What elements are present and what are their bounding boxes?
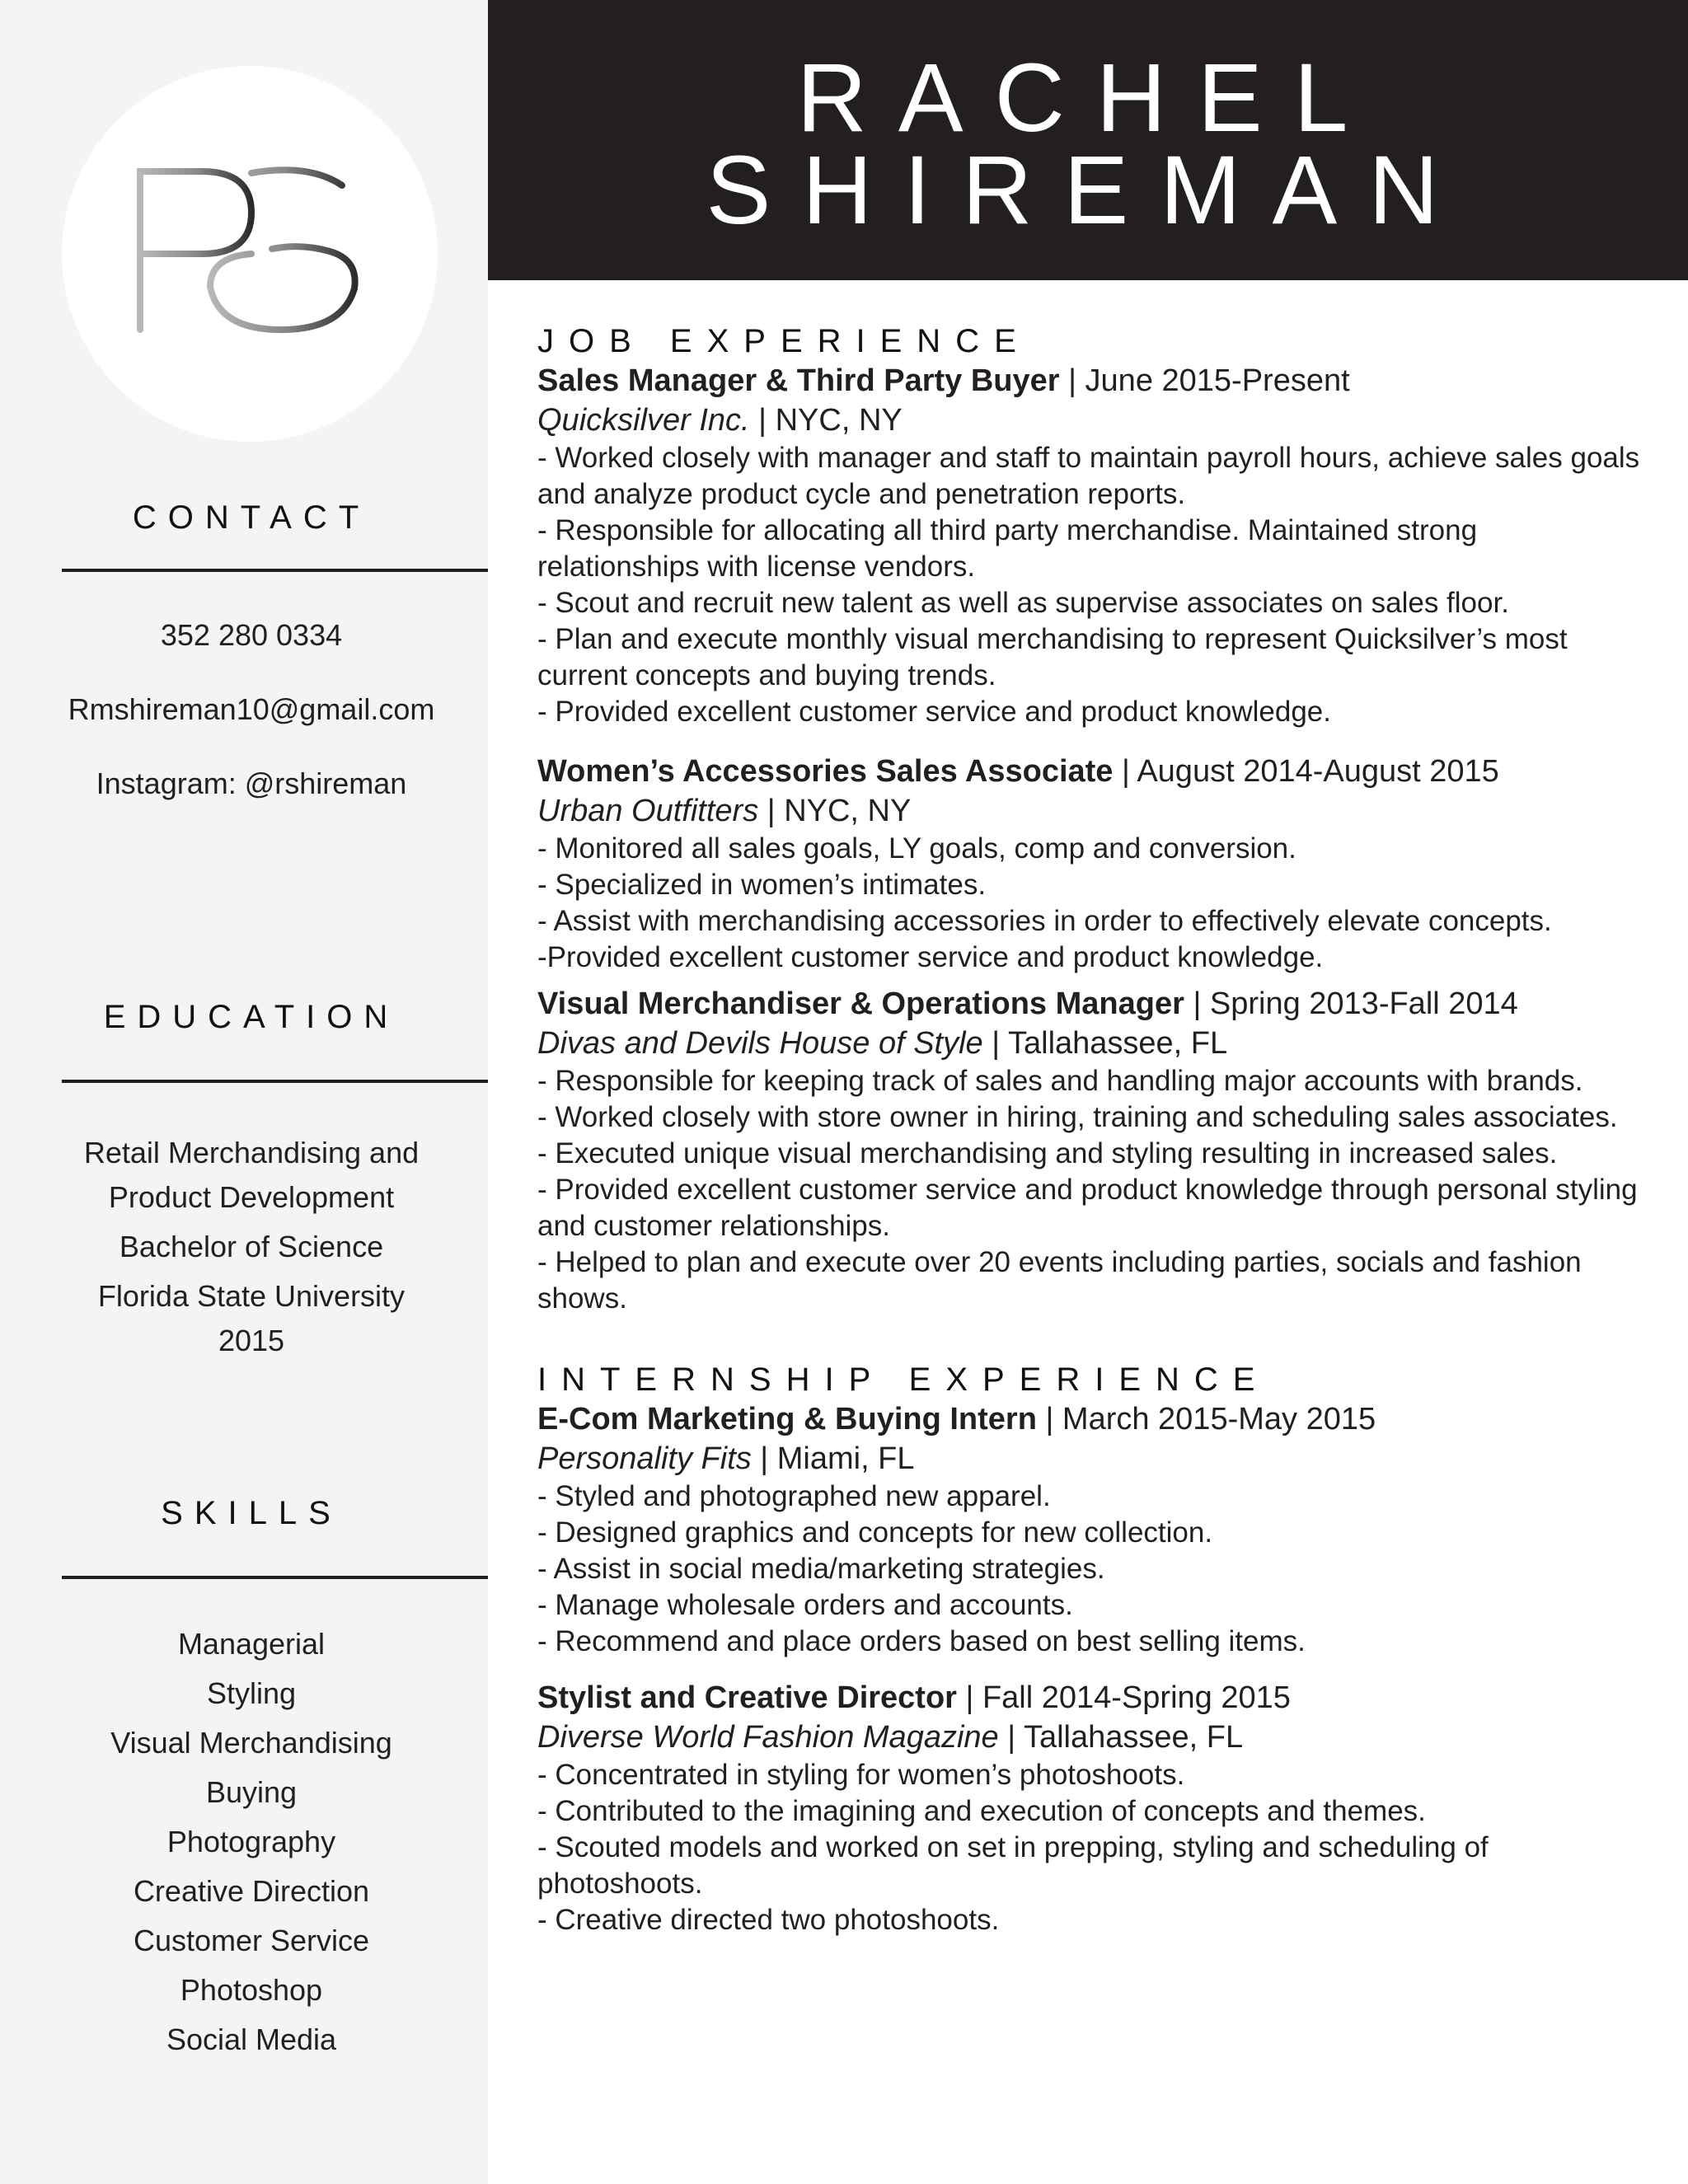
bullet: - Monitored all sales goals, LY goals, comp and conversion.: [537, 832, 1296, 865]
job-location: | Tallahassee, FL: [998, 1720, 1244, 1755]
skills-divider: [62, 1576, 488, 1579]
job-title: Women’s Accessories Sales Associate: [537, 754, 1114, 789]
bullet: - Worked closely with store owner in hiring, training and scheduling sales associates.: [537, 1101, 1618, 1133]
job-bullets: [537, 1063, 1642, 1317]
job-location: | Miami, FL: [751, 1441, 915, 1476]
education-heading: EDUCATION: [103, 999, 400, 1035]
skill-item: Photography: [166, 1825, 336, 1858]
job-dates: | Fall 2014-Spring 2015: [956, 1680, 1291, 1715]
skill-item: Social Media: [166, 2022, 337, 2056]
job-title-line: [537, 752, 1642, 791]
skill-item: Styling: [206, 1676, 297, 1710]
job-company: Diverse World Fashion Magazine: [537, 1720, 999, 1755]
bullet: - Manage wholesale orders and accounts.: [537, 1589, 1073, 1621]
job-experience-heading: JOB EXPERIENCE: [537, 323, 1031, 359]
job-company-line: [537, 1024, 1642, 1063]
bullet: - Provided excellent customer service and product knowledge through personal styling and customer relationships.: [537, 1174, 1638, 1242]
skills-list: [0, 1619, 503, 2064]
job-company: Urban Outfitters: [537, 794, 759, 828]
contact-instagram: Instagram: @rshireman: [96, 766, 407, 800]
bullet: - Designed graphics and concepts for new collection.: [537, 1516, 1213, 1549]
job-company-line: [537, 791, 1642, 831]
job-title-line: [537, 1678, 1642, 1718]
monogram-logo: [62, 66, 438, 442]
bullet: -Provided excellent customer service and product knowledge.: [537, 941, 1324, 973]
job-entry: [537, 752, 1642, 976]
job-entry: [537, 361, 1642, 730]
job-title-line: [537, 1399, 1642, 1439]
job-title: Stylist and Creative Director: [537, 1680, 957, 1715]
job-company-line: [537, 1439, 1642, 1479]
job-title-line: [537, 984, 1642, 1024]
job-bullets: [537, 831, 1642, 976]
skill-item: Creative Direction: [133, 1874, 370, 1908]
job-title: E-Com Marketing & Buying Intern: [537, 1402, 1037, 1436]
internship-entry: [537, 1678, 1642, 1938]
bullet: - Contributed to the imagining and execution of concepts and themes.: [537, 1795, 1426, 1827]
job-location: | NYC, NY: [749, 403, 903, 438]
bullet: - Styled and photographed new apparel.: [537, 1480, 1051, 1512]
job-company: Personality Fits: [537, 1441, 752, 1476]
bullet: - Worked closely with manager and staff to maintain payroll hours, achieve sales goals and analyze product cycle and penetration reports.: [537, 442, 1640, 510]
bullet: - Provided excellent customer service and product knowledge.: [537, 696, 1331, 728]
bullet: - Creative directed two photoshoots.: [537, 1904, 1000, 1936]
job-company-line: [537, 401, 1642, 440]
job-title-line: [537, 361, 1642, 401]
internship-entry: [537, 1399, 1642, 1660]
contact-divider: [62, 569, 488, 572]
last-name: SHIREMAN: [706, 136, 1470, 245]
job-bullets: [537, 1479, 1642, 1660]
skill-item: Buying: [205, 1775, 298, 1809]
contact-heading: CONTACT: [132, 499, 371, 536]
contact-email: Rmshireman10@gmail.com: [68, 692, 435, 726]
bullet: - Plan and execute monthly visual merchandising to represent Quicksilver’s most current concepts and buying trends.: [537, 623, 1568, 691]
bullet: - Scouted models and worked on set in prepping, styling and scheduling of photoshoots.: [537, 1831, 1489, 1900]
sidebar: [0, 0, 488, 2184]
skill-item: Customer Service: [133, 1924, 370, 1957]
job-dates: | August 2014-August 2015: [1113, 754, 1499, 789]
bullet: - Scout and recruit new talent as well as supervise associates on sales floor.: [537, 587, 1509, 619]
bullet: - Assist in social media/marketing strategies.: [537, 1553, 1105, 1585]
bullet: - Specialized in women’s intimates.: [537, 869, 987, 901]
bullet: - Recommend and place orders based on best selling items.: [537, 1625, 1306, 1657]
name-header: [488, 0, 1688, 280]
job-location: | NYC, NY: [758, 794, 912, 828]
education-line: Product Development: [108, 1180, 395, 1214]
bullet: - Executed unique visual merchandising and styling resulting in increased sales.: [537, 1137, 1558, 1169]
job-title: Visual Merchandiser & Operations Manager: [537, 987, 1184, 1021]
contact-phone: 352 280 0334: [160, 618, 343, 652]
first-name: RACHEL: [796, 44, 1380, 152]
internship-experience-heading: INTERNSHIP EXPERIENCE: [537, 1361, 1270, 1398]
skill-item: Photoshop: [180, 1973, 323, 2007]
job-title: Sales Manager & Third Party Buyer: [537, 363, 1060, 398]
job-company: Quicksilver Inc.: [537, 403, 750, 438]
job-location: | Tallahassee, FL: [982, 1026, 1228, 1061]
job-dates: | March 2015-May 2015: [1036, 1402, 1376, 1436]
bullet: - Assist with merchandising accessories in order to effectively elevate concepts.: [537, 905, 1552, 937]
monogram-rs-graphic: [62, 66, 438, 442]
skill-item: Managerial: [177, 1627, 326, 1661]
bullet: - Responsible for keeping track of sales and handling major accounts with brands.: [537, 1065, 1583, 1097]
job-bullets: [537, 440, 1642, 730]
main-content: [537, 321, 1642, 1938]
job-entry: [537, 984, 1642, 1317]
education-line: Florida State University: [97, 1279, 406, 1313]
job-bullets: [537, 1757, 1642, 1938]
skills-heading: SKILLS: [161, 1495, 342, 1531]
job-company-line: [537, 1718, 1642, 1757]
education-line: Bachelor of Science: [119, 1230, 384, 1263]
bullet: - Concentrated in styling for women’s photoshoots.: [537, 1759, 1185, 1791]
education-line: 2015: [218, 1324, 285, 1357]
education-divider: [62, 1080, 488, 1083]
bullet: - Helped to plan and execute over 20 events including parties, socials and fashion shows.: [537, 1246, 1582, 1315]
education-line: Retail Merchandising and: [83, 1136, 420, 1169]
skill-item: Visual Merchandising: [110, 1726, 392, 1760]
job-dates: | Spring 2013-Fall 2014: [1184, 987, 1518, 1021]
job-company: Divas and Devils House of Style: [537, 1026, 983, 1061]
bullet: - Responsible for allocating all third party merchandise. Maintained strong relationships with license vendors.: [537, 514, 1478, 583]
job-dates: | June 2015-Present: [1059, 363, 1350, 398]
